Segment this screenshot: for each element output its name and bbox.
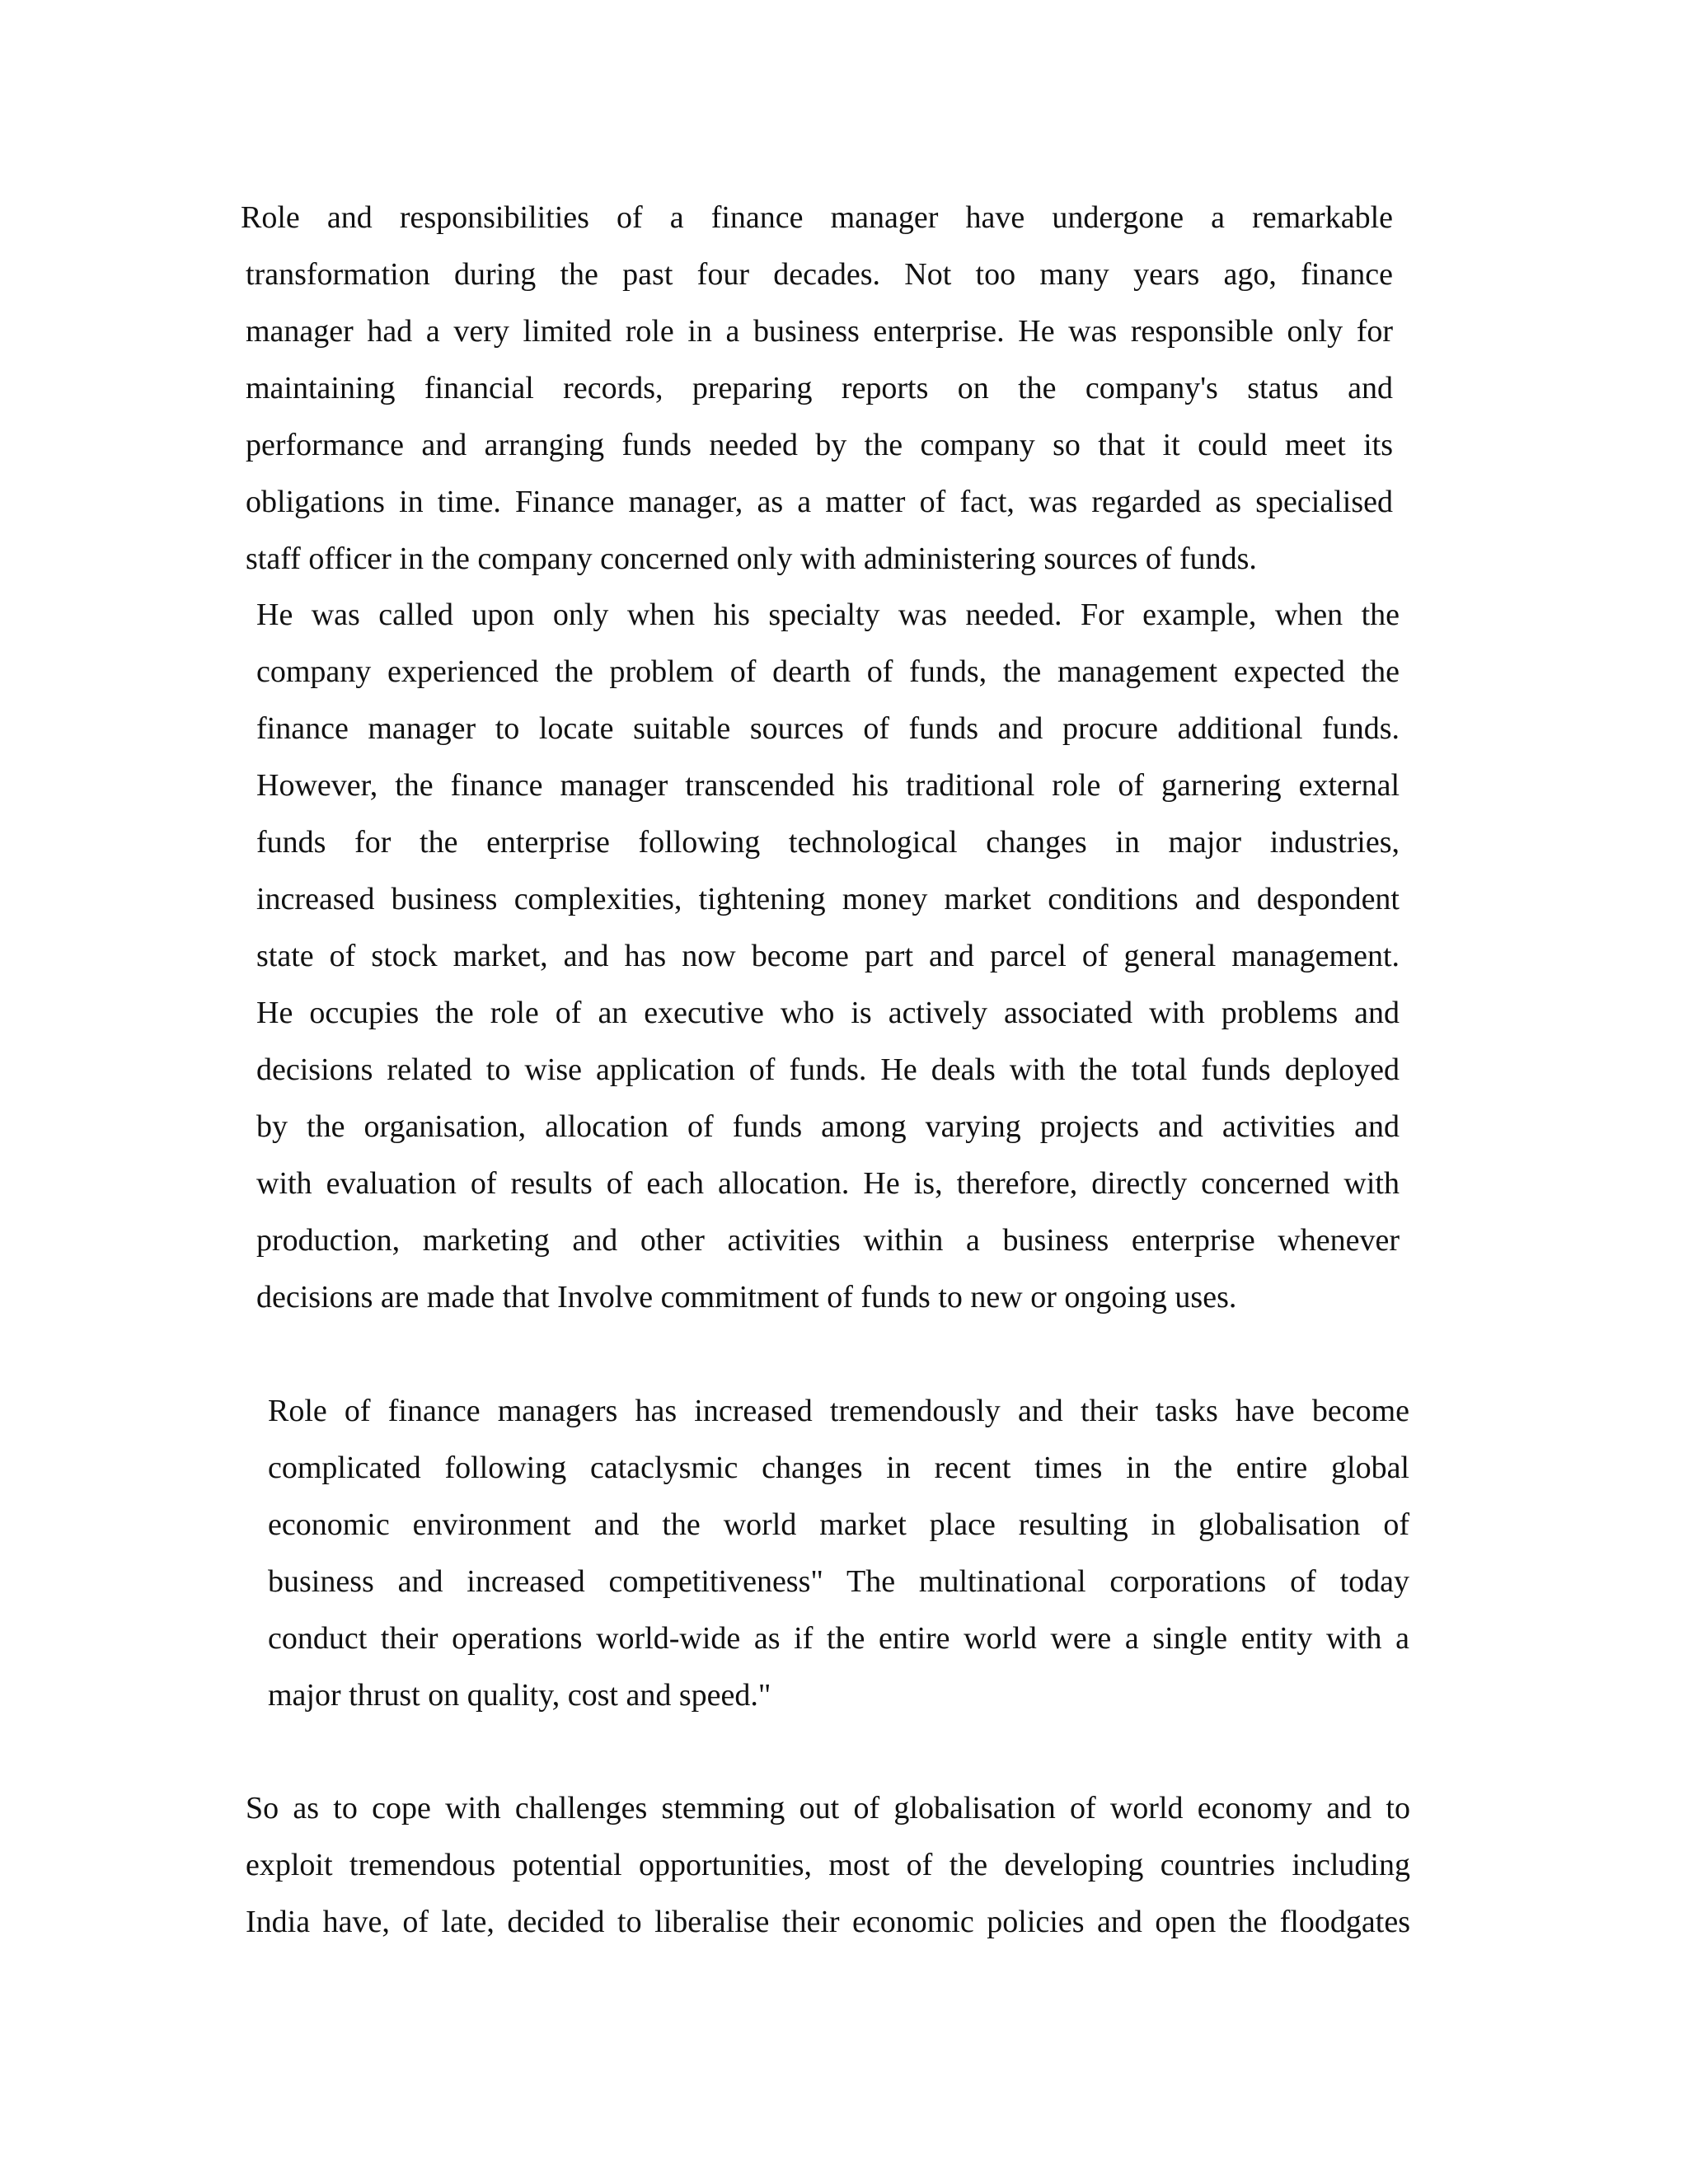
text-line: India have, of late, decided to liberalise their economic policies and open the floodgates xyxy=(246,1905,1410,1939)
text-line: decisions related to wise application of funds. He deals with the total funds deployed xyxy=(256,1052,1400,1087)
text-line: company experienced the problem of dearth of funds, the management expected the xyxy=(256,654,1400,689)
text-line: complicated following cataclysmic changes in recent times in the entire global xyxy=(268,1451,1409,1485)
text-line: Role of finance managers has increased tremendously and their tasks have become xyxy=(268,1394,1409,1428)
paragraph-finance-manager-history xyxy=(241,190,1393,588)
text-line: However, the finance manager transcended his traditional role of garnering external xyxy=(256,768,1400,803)
text-line: Role and responsibilities of a finance manager have undergone a remarkable xyxy=(241,200,1393,235)
text-line: economic environment and the world market place resulting in globalisation of xyxy=(268,1507,1409,1542)
text-line: major thrust on quality, cost and speed." xyxy=(268,1678,771,1713)
text-line: performance and arranging funds needed by the company so that it could meet its xyxy=(246,428,1393,462)
paragraph-globalisation-impact xyxy=(268,1383,1409,1724)
text-line: So as to cope with challenges stemming out of globalisation of world economy and to xyxy=(246,1791,1410,1825)
text-line: with evaluation of results of each allocation. He is, therefore, directly concerned with xyxy=(256,1166,1400,1201)
text-line: business and increased competitiveness" The multinational corporations of today xyxy=(268,1564,1409,1599)
paragraph-finance-manager-role-change xyxy=(256,587,1400,1326)
text-line: increased business complexities, tightening money market conditions and despondent xyxy=(256,882,1400,916)
text-line: maintaining financial records, preparing reports on the company's status and xyxy=(246,371,1393,405)
text-line: decisions are made that Involve commitment of funds to new or ongoing uses. xyxy=(256,1280,1237,1315)
text-line: state of stock market, and has now become part and parcel of general management. xyxy=(256,939,1400,973)
text-line: production, marketing and other activities within a business enterprise whenever xyxy=(256,1223,1400,1258)
text-line: finance manager to locate suitable sources of funds and procure additional funds. xyxy=(256,711,1400,746)
text-line: He was called upon only when his specialty was needed. For example, when the xyxy=(256,598,1400,632)
text-line: manager had a very limited role in a business enterprise. He was responsible only for xyxy=(246,314,1393,349)
paragraph-developing-countries xyxy=(246,1780,1410,1951)
text-line: conduct their operations world-wide as if the entire world were a single entity with a xyxy=(268,1621,1409,1656)
text-line: obligations in time. Finance manager, as a matter of fact, was regarded as specialised xyxy=(246,485,1393,519)
text-line: transformation during the past four decades. Not too many years ago, finance xyxy=(246,257,1393,292)
text-line: funds for the enterprise following technological changes in major industries, xyxy=(256,825,1400,860)
text-line: staff officer in the company concerned only with administering sources of funds. xyxy=(246,541,1257,576)
text-line: exploit tremendous potential opportunities, most of the developing countries including xyxy=(246,1848,1410,1882)
text-line: by the organisation, allocation of funds among varying projects and activities and xyxy=(256,1109,1400,1144)
text-line: He occupies the role of an executive who is actively associated with problems and xyxy=(256,996,1400,1030)
